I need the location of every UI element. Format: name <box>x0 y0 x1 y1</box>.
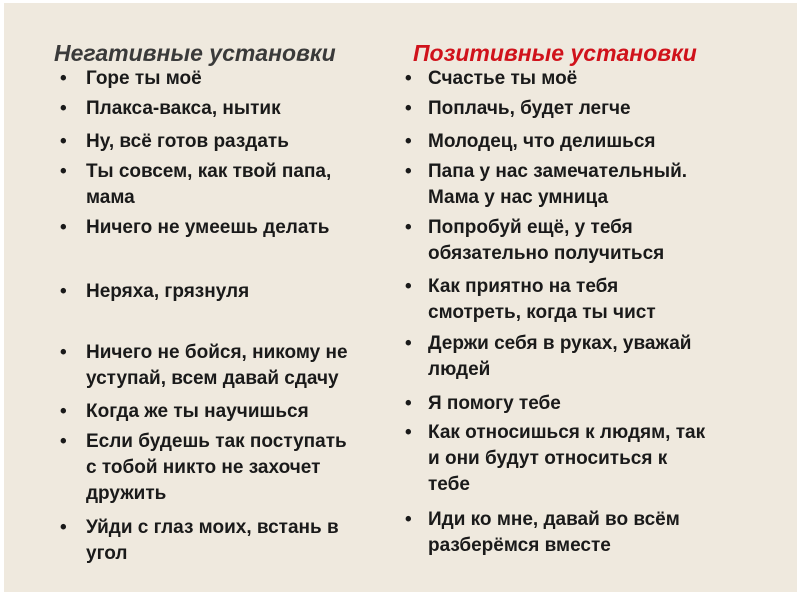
negative-bullet: • <box>60 68 67 89</box>
positive-bullet: • <box>405 333 412 354</box>
positive-item-line: Поплачь, будет легче <box>428 98 631 119</box>
positive-bullet: • <box>405 217 412 238</box>
negative-item-line: Ну, всё готов раздать <box>86 131 289 152</box>
negative-item-line: мама <box>86 187 135 208</box>
negative-item-line: дружить <box>86 483 167 504</box>
negative-bullet: • <box>60 131 67 152</box>
positive-item-line: Попробуй ещё, у тебя <box>428 217 633 238</box>
negative-item-line: с тобой никто не захочет <box>86 457 321 478</box>
positive-item-line: Молодец, что делишься <box>428 131 656 152</box>
positive-item-line: Как относишься к людям, так <box>428 422 706 443</box>
negative-item-line: уступай, всем давай сдачу <box>86 368 339 389</box>
positive-item-line: людей <box>428 359 491 380</box>
negative-item-line: Горе ты моё <box>86 68 202 89</box>
negative-bullet: • <box>60 161 67 182</box>
positive-item-line: Счастье ты моё <box>428 68 578 89</box>
positive-bullet: • <box>405 276 412 297</box>
negative-bullet: • <box>60 517 67 538</box>
negative-item-line: Когда же ты научишься <box>86 401 309 422</box>
negative-bullet: • <box>60 98 67 119</box>
positive-bullet: • <box>405 422 412 443</box>
positive-item-line: Иди ко мне, давай во всём <box>428 509 680 530</box>
negative-bullet: • <box>60 281 67 302</box>
positive-item-line: разберёмся вместе <box>428 535 611 556</box>
positive-item-line: обязательно получиться <box>428 243 665 264</box>
positive-item-line: Папа у нас замечательный. <box>428 161 688 182</box>
negative-column-title: Негативные установки <box>54 40 336 66</box>
negative-item-line: Ничего не умеешь делать <box>86 217 330 238</box>
positive-bullet: • <box>405 509 412 530</box>
positive-item-line: Как приятно на тебя <box>428 276 619 297</box>
negative-item-line: Неряха, грязнуля <box>86 281 250 302</box>
negative-item-line: угол <box>86 543 128 564</box>
positive-item-line: Я помогу тебе <box>428 393 561 414</box>
positive-column-title: Позитивные установки <box>413 40 697 66</box>
negative-item-line: Ты совсем, как твой папа, <box>86 161 332 182</box>
positive-item-line: смотреть, когда ты чист <box>428 302 656 323</box>
negative-bullet: • <box>60 217 67 238</box>
positive-item-line: Держи себя в руках, уважай <box>428 333 692 354</box>
negative-item-line: Ничего не бойся, никому не <box>86 342 348 363</box>
negative-bullet: • <box>60 431 67 452</box>
positive-bullet: • <box>405 131 412 152</box>
positive-item-line: тебе <box>428 474 470 495</box>
negative-item-line: Если будешь так поступать <box>86 431 347 452</box>
positive-bullet: • <box>405 68 412 89</box>
negative-item-line: Плакса-вакса, нытик <box>86 98 281 119</box>
positive-item-line: и они будут относиться к <box>428 448 668 469</box>
positive-item-line: Мама у нас умница <box>428 187 609 208</box>
positive-bullet: • <box>405 393 412 414</box>
positive-bullet: • <box>405 161 412 182</box>
negative-bullet: • <box>60 342 67 363</box>
positive-bullet: • <box>405 98 412 119</box>
negative-bullet: • <box>60 401 67 422</box>
negative-item-line: Уйди с глаз моих, встань в <box>86 517 339 538</box>
